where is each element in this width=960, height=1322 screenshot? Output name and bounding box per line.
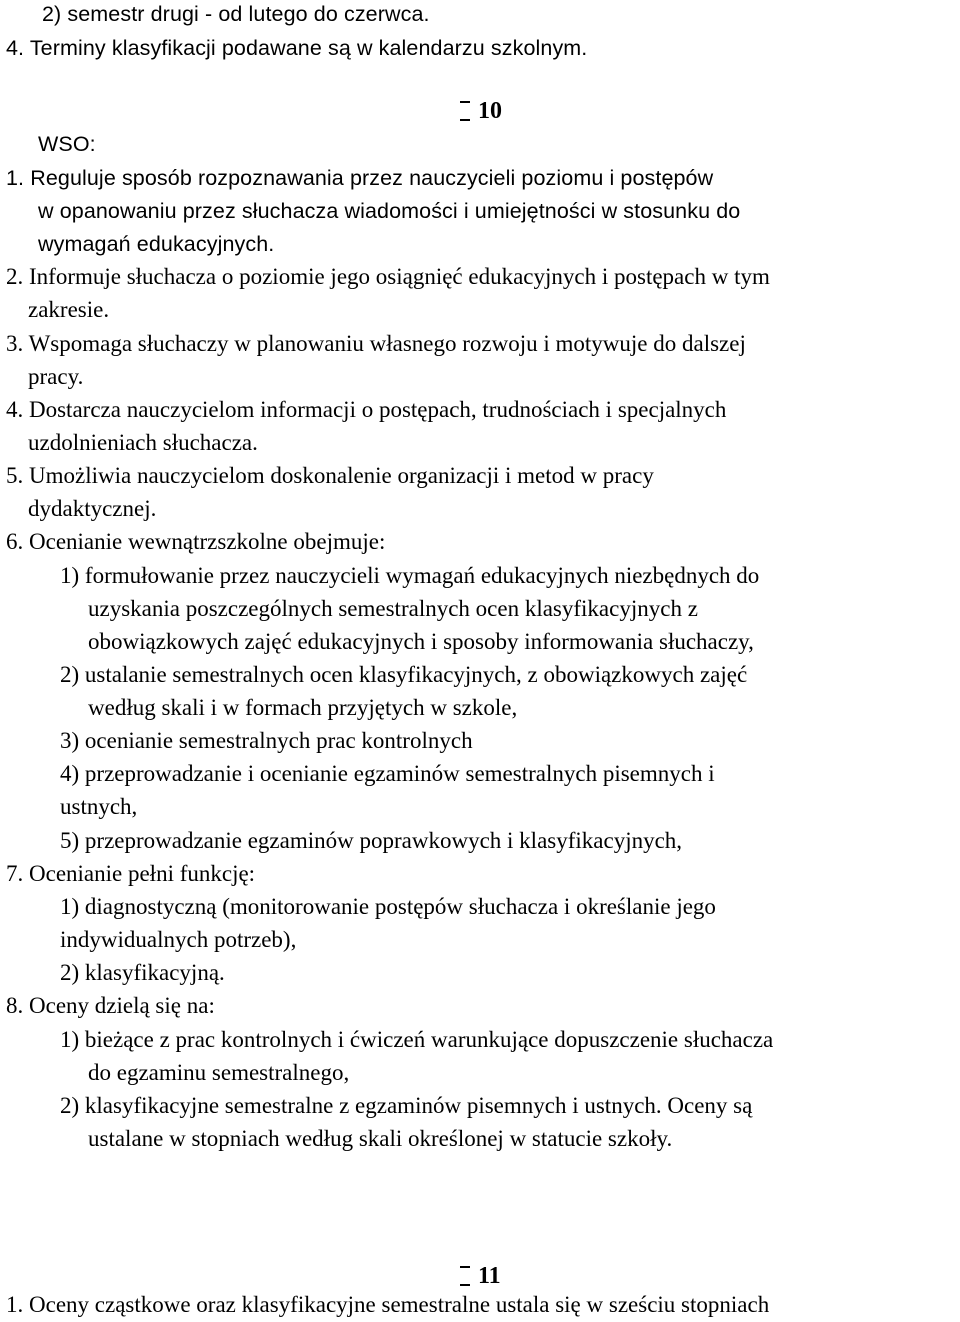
list-item-continuation: pracy. xyxy=(28,364,84,389)
sub-list-item: 1) bieżące z prac kontrolnych i ćwiczeń warunkujące dopuszczenie słuchacza xyxy=(60,1027,774,1052)
list-item: 6. Ocenianie wewnątrzszkolne obejmuje: xyxy=(6,529,386,554)
list-item-continuation: w opanowaniu przez słuchacza wiadomości i umiejętności w stosunku do xyxy=(38,199,741,223)
list-item: 3. Wspomaga słuchaczy w planowaniu własnego rozwoju i motywuje do dalszej xyxy=(6,331,746,356)
section-sign-icon xyxy=(458,1262,472,1290)
paragraph-10-heading xyxy=(458,97,502,125)
sub-list-item: 2) ustalanie semestralnych ocen klasyfikacyjnych, z obowiązkowych zajęć xyxy=(60,662,748,687)
list-item-continuation: uzdolnieniach słuchacza. xyxy=(28,430,258,455)
sub-list-item: 2) klasyfikacyjne semestralne z egzaminów pisemnych i ustnych. Oceny są xyxy=(60,1093,753,1118)
list-item-continuation: wymagań edukacyjnych. xyxy=(38,232,275,256)
paragraph-11-heading xyxy=(458,1262,501,1290)
wso-label: WSO: xyxy=(38,132,96,156)
sub-list-item: 3) ocenianie semestralnych prac kontrolnych xyxy=(60,728,473,753)
list-item: 1. Reguluje sposób rozpoznawania przez nauczycieli poziomu i postępów xyxy=(6,166,714,190)
paragraph-number: 11 xyxy=(478,1263,501,1289)
sub-list-item-continuation: indywidualnych potrzeb), xyxy=(60,927,297,952)
sub-list-item: 5) przeprowadzanie egzaminów poprawkowych i klasyfikacyjnych, xyxy=(60,828,683,853)
sub-list-item: 1) diagnostyczną (monitorowanie postępów słuchacza i określanie jego xyxy=(60,894,716,919)
paragraph-number: 10 xyxy=(478,98,502,124)
list-item: 4. Dostarcza nauczycielom informacji o postępach, trudnościach i specjalnych xyxy=(6,397,727,422)
list-item: 7. Ocenianie pełni funkcję: xyxy=(6,861,256,886)
sub-list-item-continuation: obowiązkowych zajęć edukacyjnych i sposoby informowania słuchaczy, xyxy=(88,629,754,654)
sub-list-item-continuation: uzyskania poszczególnych semestralnych ocen klasyfikacyjnych z xyxy=(88,596,698,621)
list-item: 1. Oceny cząstkowe oraz klasyfikacyjne semestralne ustala się w sześciu stopniach xyxy=(6,1292,770,1317)
list-item: 2. Informuje słuchacza o poziomie jego osiągnięć edukacyjnych i postępach w tym xyxy=(6,264,770,289)
sub-list-item: 1) formułowanie przez nauczycieli wymagań edukacyjnych niezbędnych do xyxy=(60,563,760,588)
section-sign-icon xyxy=(458,97,472,125)
list-item-continuation: dydaktycznej. xyxy=(28,496,157,521)
list-item: 8. Oceny dzielą się na: xyxy=(6,993,215,1018)
sub-list-item: 4) przeprowadzanie i ocenianie egzaminów semestralnych pisemnych i xyxy=(60,761,715,786)
sub-list-item-continuation: ustnych, xyxy=(60,794,138,819)
sub-list-item: 2) klasyfikacyjną. xyxy=(60,960,225,985)
list-item-classification-dates: 4. Terminy klasyfikacji podawane są w kalendarzu szkolnym. xyxy=(6,36,588,60)
list-item-semester-two: 2) semestr drugi - od lutego do czerwca. xyxy=(42,2,430,26)
sub-list-item-continuation: według skali i w formach przyjętych w szkole, xyxy=(88,695,518,720)
list-item: 5. Umożliwia nauczycielom doskonalenie organizacji i metod w pracy xyxy=(6,463,654,488)
list-item-continuation: zakresie. xyxy=(28,297,110,322)
sub-list-item-continuation: ustalane w stopniach według skali określonej w statucie szkoły. xyxy=(88,1126,673,1151)
sub-list-item-continuation: do egzaminu semestralnego, xyxy=(88,1060,350,1085)
